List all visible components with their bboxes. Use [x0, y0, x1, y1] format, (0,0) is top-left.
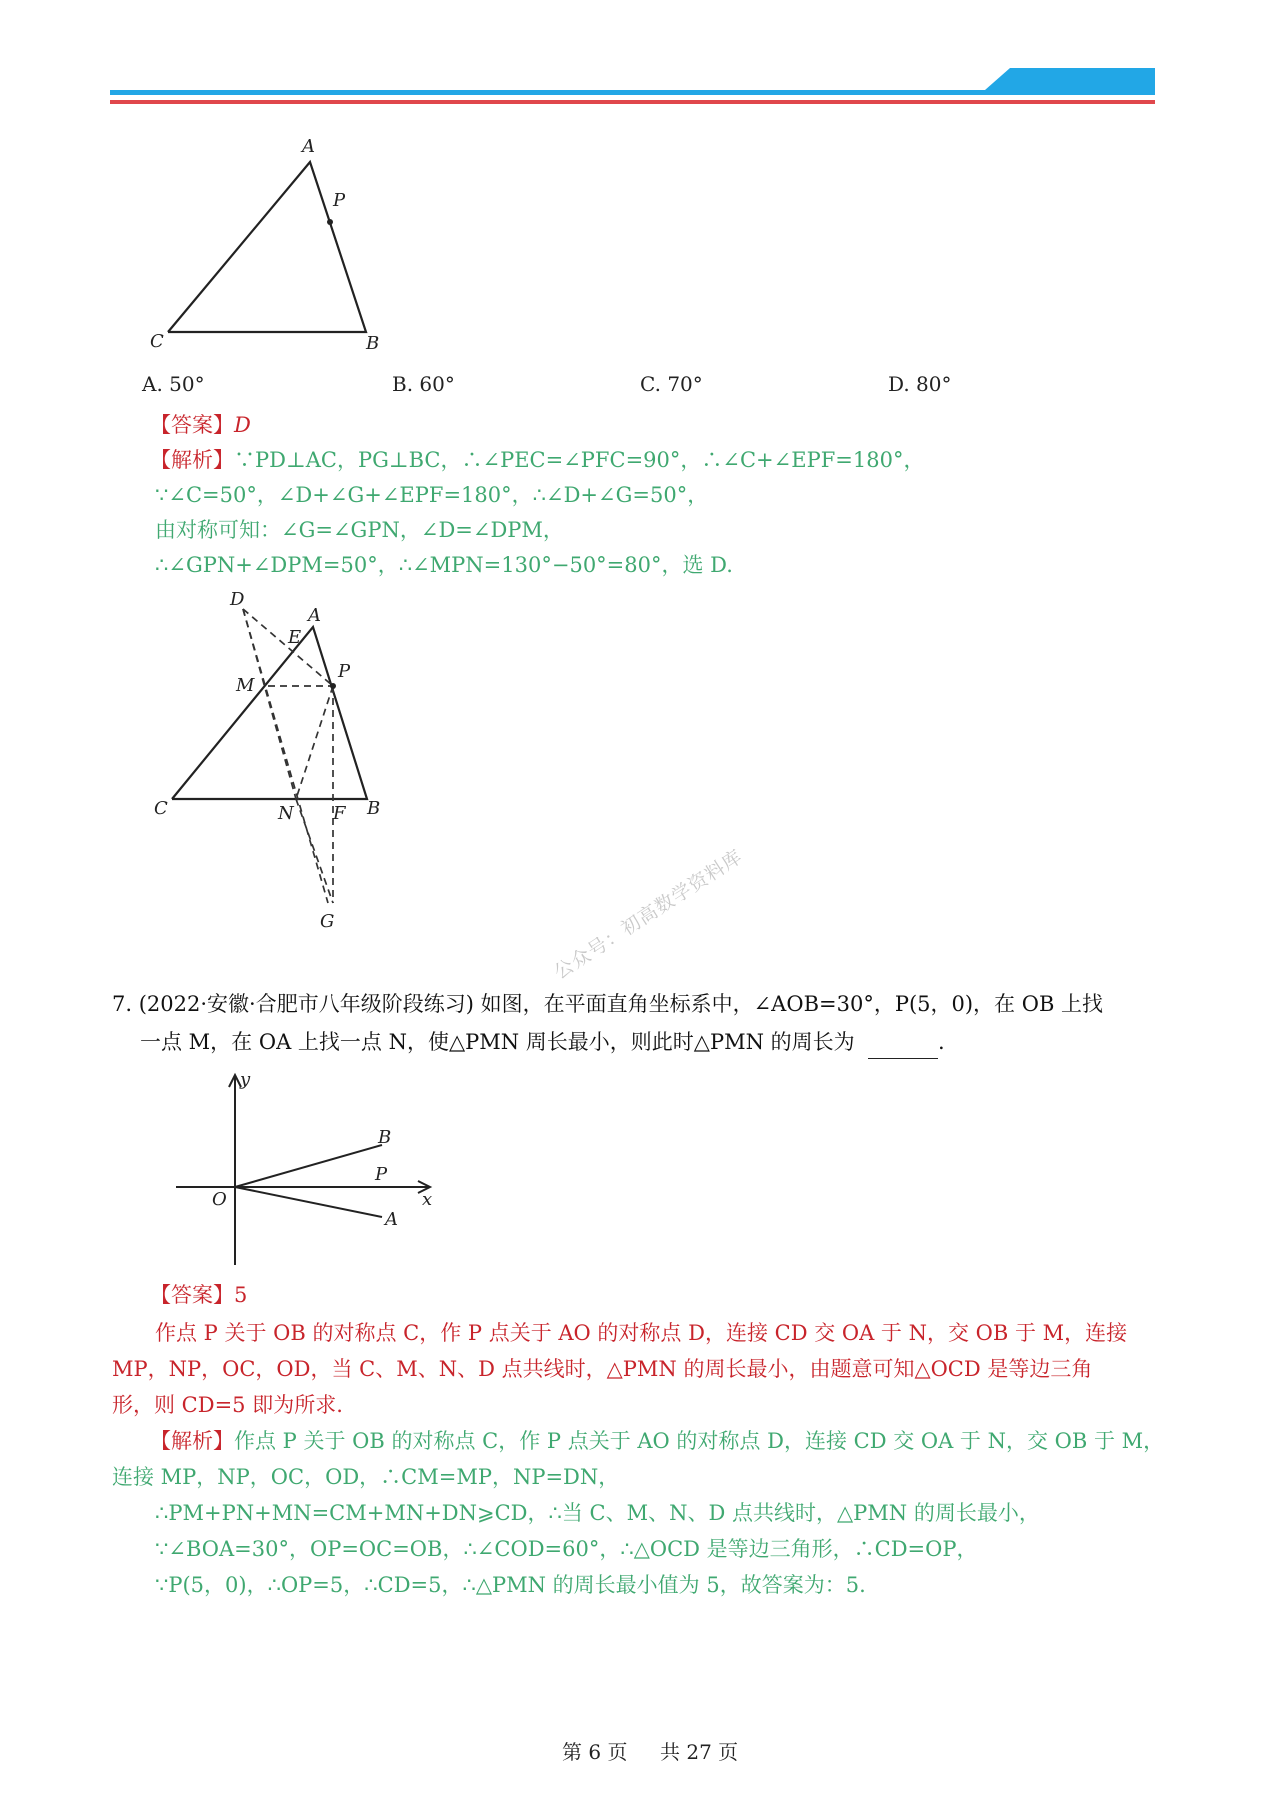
q7-answer-line-1: 作点 P 关于 OB 的对称点 C，作 P 点关于 AO 的对称点 D，连接 CD 交 OA 于 N，交 OB 于 M，连接 [155, 1321, 1128, 1345]
option-b: B. 60° [392, 372, 455, 396]
fig2-label-a: A [308, 605, 321, 626]
question-number: 7. [112, 992, 133, 1016]
fig2-label-f: F [333, 803, 346, 824]
answer-blank [868, 1036, 938, 1059]
figure-triangle-abc [130, 130, 390, 360]
footer-total-pages: 共 27 页 [660, 1740, 739, 1764]
q7-analysis-line-1: 【解析】作点 P 关于 OB 的对称点 C，作 P 点关于 AO 的对称点 D，连接 CD 交 OA 于 N，交 OB 于 M， [150, 1429, 1165, 1453]
analysis-tag: 【解析】 [150, 1429, 234, 1453]
figure-reflection [140, 585, 410, 945]
q7-answer-line-3: 形，则 CD=5 即为所求. [112, 1393, 343, 1417]
q6-analysis-line-4: ∴∠GPN+∠DPM=50°，∴∠MPN=130°−50°=80°，选 D. [155, 553, 733, 577]
q7-analysis-line-3: ∴PM+PN+MN=CM+MN+DN⩾CD，∴当 C、M、N、D 点共线时，△PMN 的周长最小， [155, 1501, 1040, 1525]
option-a: A. 50° [142, 372, 205, 396]
fig3-label-x: x [422, 1189, 433, 1210]
fig2-label-p: P [338, 661, 351, 682]
q7-analysis-line-2: 连接 MP，NP，OC，OD，∴CM=MP，NP=DN， [112, 1465, 620, 1489]
answer-value: 5 [234, 1283, 248, 1307]
q6-analysis-line-1: 【解析】∵PD⊥AC，PG⊥BC，∴∠PEC=∠PFC=90°，∴∠C+∠EPF=180°， [150, 448, 925, 472]
fig3-label-p: P [375, 1164, 388, 1185]
fig3-label-a: A [385, 1209, 398, 1230]
fig2-label-b: B [367, 798, 381, 819]
footer-page-number: 第 6 页 [562, 1740, 628, 1764]
q7-answer-line-2: MP，NP，OC，OD，当 C、M、N、D 点共线时，△PMN 的周长最小，由题意可知△OCD 是等边三角 [112, 1357, 1093, 1381]
q6-analysis-line-3: 由对称可知：∠G=∠GPN，∠D=∠DPM， [155, 518, 564, 542]
q7-answer [150, 1280, 247, 1310]
answer-value: D [234, 413, 251, 437]
fig2-label-n: N [278, 803, 294, 824]
watermark: 公众号：初高数学资料库 [550, 845, 747, 984]
answer-tag: 【答案】 [150, 413, 234, 437]
header-band [0, 0, 1280, 120]
fig2-label-c: C [154, 798, 168, 819]
fig3-label-y: y [240, 1069, 251, 1090]
q6-answer [150, 410, 251, 440]
fig3-label-o: O [212, 1189, 227, 1210]
fig1-label-p: P [333, 190, 346, 211]
q6-analysis-line-2: ∵∠C=50°，∠D+∠G+∠EPF=180°，∴∠D+∠G=50°， [155, 483, 709, 507]
fig1-label-a: A [302, 136, 315, 157]
answer-tag: 【答案】 [150, 1283, 234, 1307]
figure-coordinate-plane [170, 1065, 450, 1270]
option-d: D. 80° [888, 372, 952, 396]
option-c: C. 70° [640, 372, 703, 396]
fig2-label-e: E [288, 627, 302, 648]
q7-stem-line-1: 7. (2022·安徽·合肥市八年级阶段练习) 如图，在平面直角坐标系中，∠AOB=30°，P(5，0)，在 OB 上找 [112, 992, 1104, 1016]
q7-analysis-line-4: ∵∠BOA=30°，OP=OC=OB，∴∠COD=60°，∴△OCD 是等边三角形，∴CD=OP， [155, 1537, 978, 1561]
q7-analysis-line-5: ∵P(5，0)，∴OP=5，∴CD=5，∴△PMN 的周长最小值为 5，故答案为：5. [155, 1573, 866, 1597]
analysis-tag: 【解析】 [150, 448, 234, 472]
fig1-label-c: C [150, 331, 164, 352]
fig3-label-b: B [378, 1127, 392, 1148]
fig1-label-b: B [366, 333, 380, 354]
q7-stem-line-2: 一点 M，在 OA 上找一点 N，使△PMN 周长最小，则此时△PMN 的周长为 . [140, 1025, 945, 1059]
fig2-label-m: M [236, 675, 255, 696]
fig2-label-g: G [320, 911, 335, 932]
fig2-label-d: D [230, 589, 245, 610]
